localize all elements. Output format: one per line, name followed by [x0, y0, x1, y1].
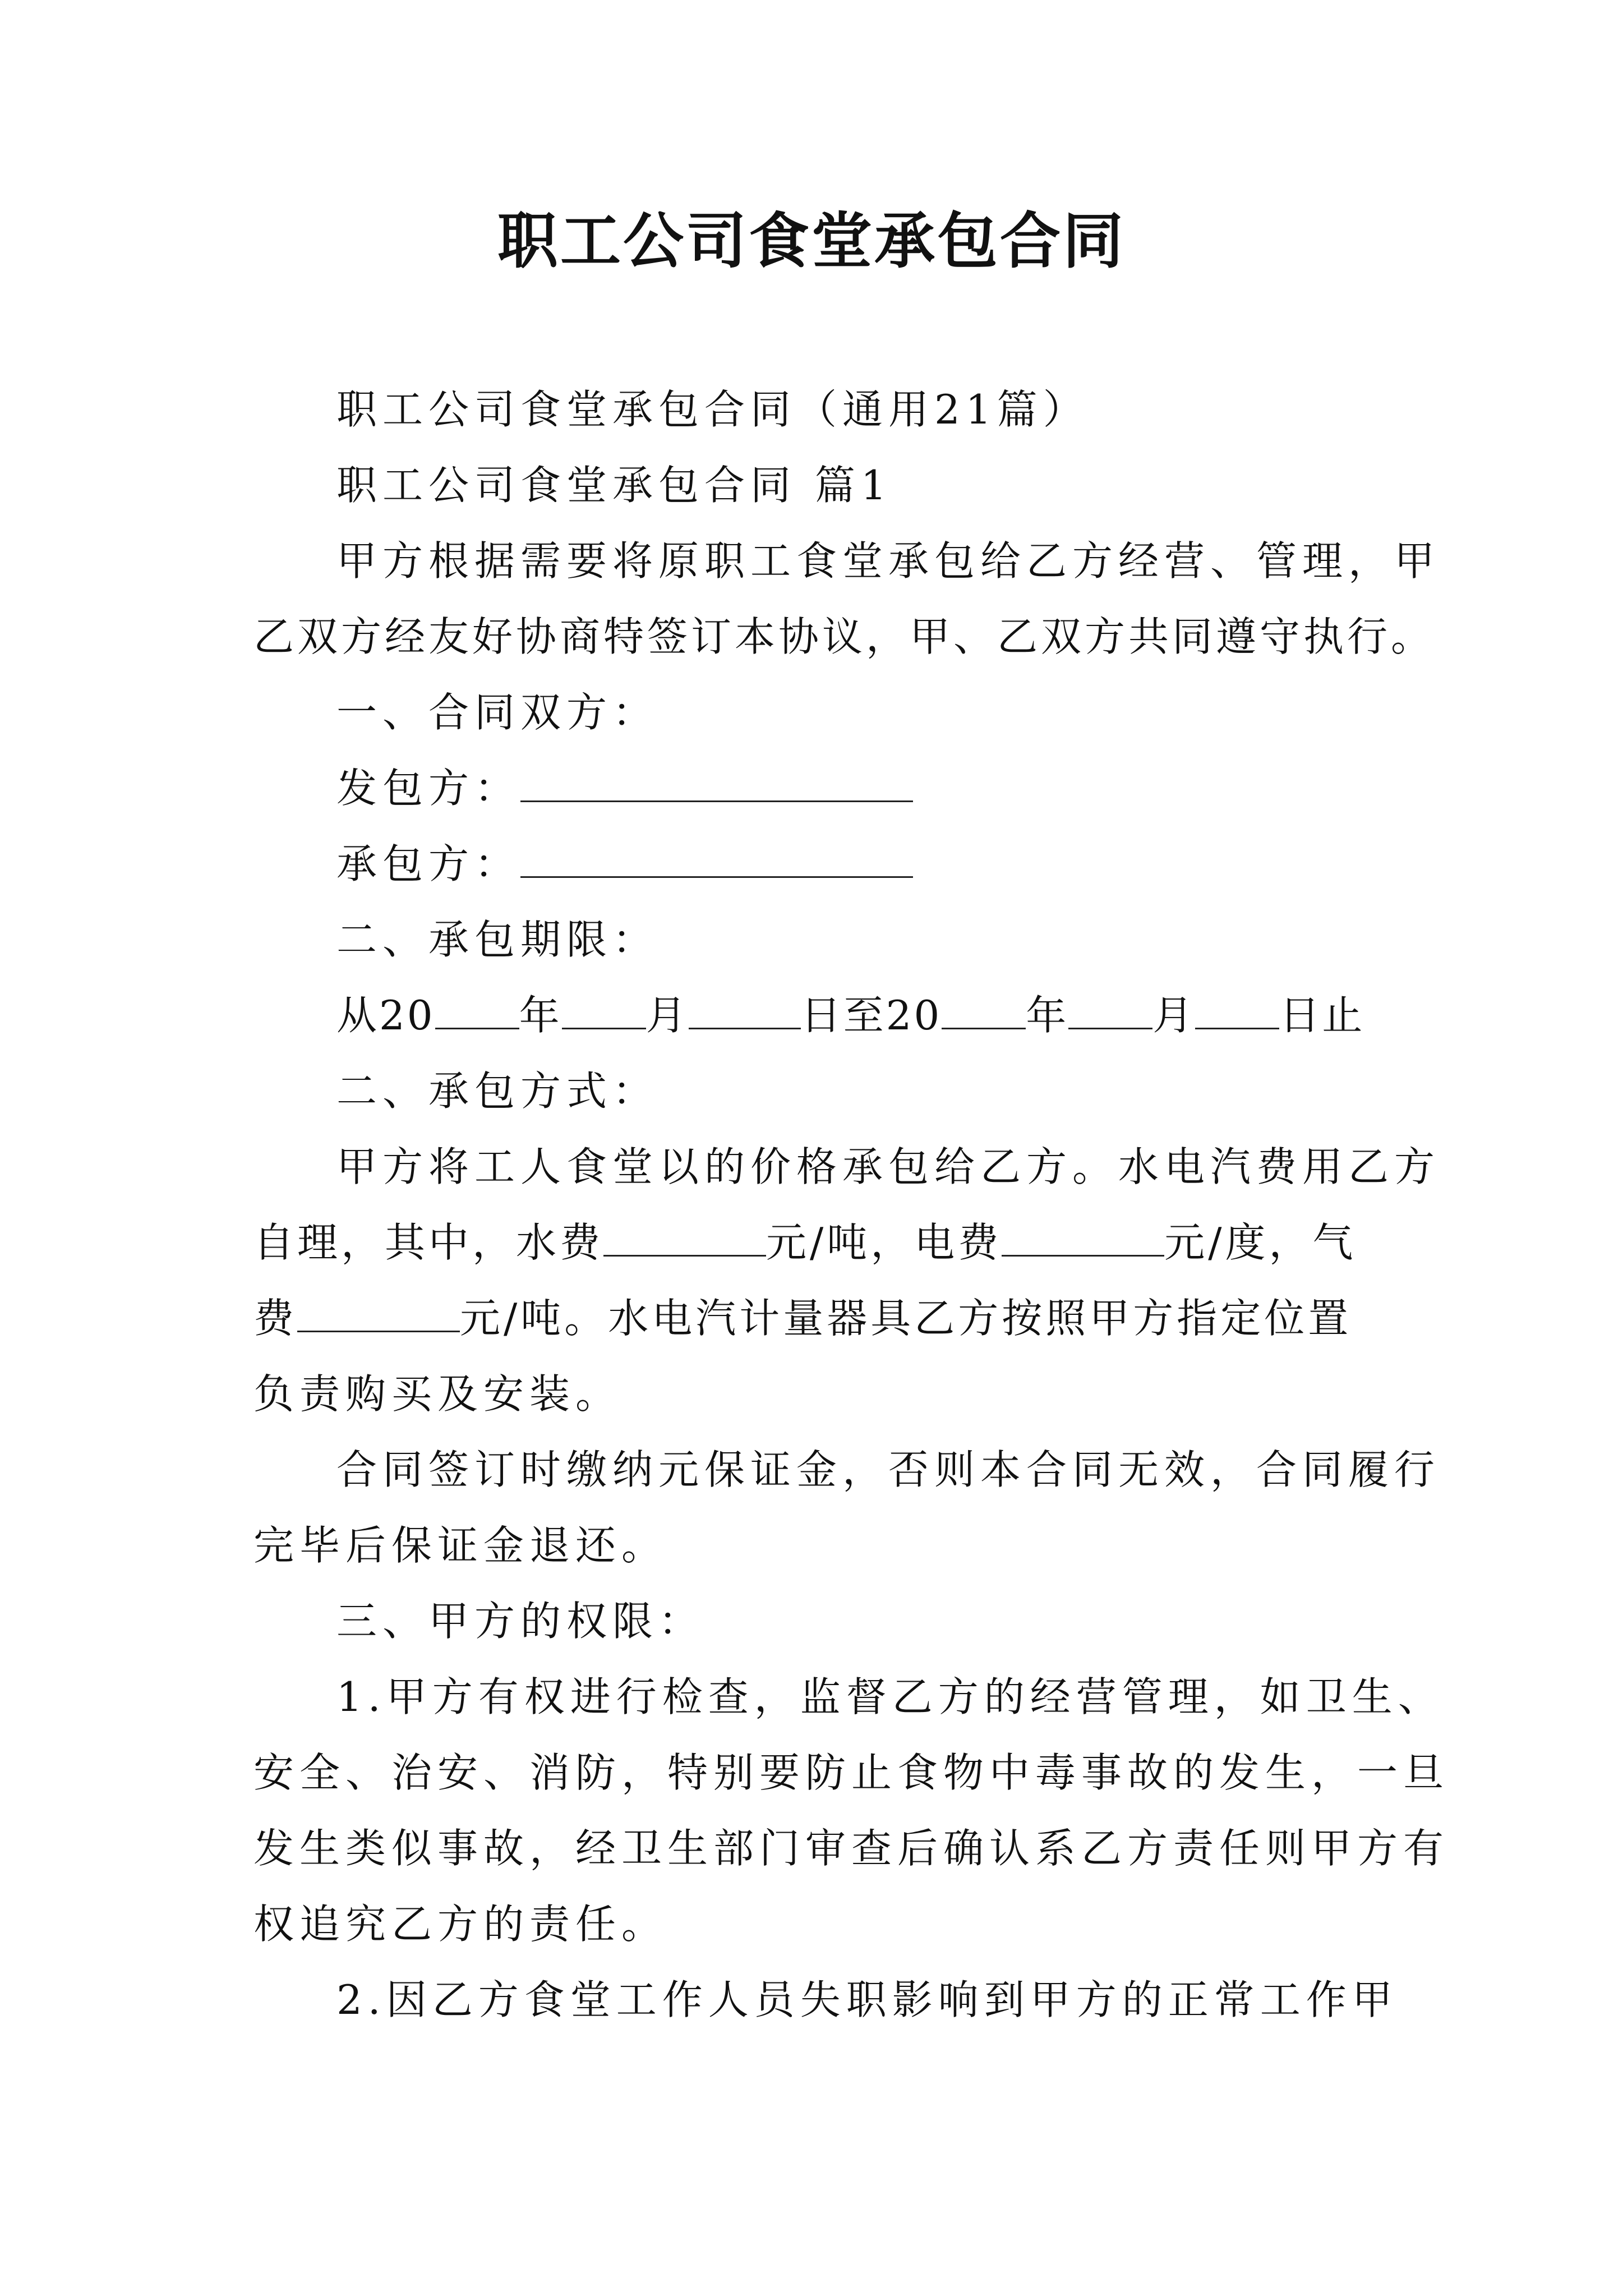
water-fee-blank	[603, 1221, 766, 1257]
article-heading: 职工公司食堂承包合同 篇1	[336, 462, 892, 509]
paragraph-line: 权追究乙方的责任。	[253, 1901, 668, 1948]
paragraph-line: 合同签订时缴纳元保证金，否则本合同无效，合同履行	[336, 1446, 1441, 1493]
section-heading: 二、承包期限：	[336, 916, 659, 963]
fee-text: 元/吨，电费	[766, 1219, 1002, 1266]
paragraph-line: 甲方将工人食堂以的价格承包给乙方。水电汽费用乙方	[336, 1143, 1441, 1190]
section-heading: 一、合同双方：	[336, 689, 659, 736]
section-heading: 二、承包方式：	[336, 1068, 659, 1115]
day-blank	[689, 994, 801, 1029]
month-blank	[1068, 994, 1152, 1029]
term-text: 年	[1026, 992, 1069, 1039]
paragraph-line: 1.甲方有权进行检查，监督乙方的经营管理，如卫生、	[336, 1673, 1444, 1720]
party-b-blank	[520, 843, 913, 878]
party-b-label: 承包方：	[336, 840, 521, 887]
party-b-line	[336, 836, 913, 892]
power-fee-blank	[1002, 1221, 1164, 1257]
gas-fee-blank	[297, 1297, 460, 1332]
term-line	[336, 987, 1364, 1043]
paragraph-line: 安全、治安、消防，特别要防止食物中毒事故的发生，一旦	[253, 1749, 1450, 1796]
paragraph-line	[253, 1214, 1357, 1271]
party-a-line	[336, 760, 913, 816]
day-blank	[1195, 994, 1279, 1029]
term-text: 从20	[336, 992, 435, 1039]
year-blank	[942, 994, 1026, 1029]
month-blank	[562, 994, 646, 1029]
paragraph-line: 乙双方经友好协商特签订本协议，甲、乙双方共同遵守执行。	[253, 613, 1435, 660]
paragraph-line: 甲方根据需要将原职工食堂承包给乙方经营、管理，甲	[336, 537, 1441, 585]
paragraph-line: 负责购买及安装。	[253, 1370, 622, 1418]
term-text: 日至20	[800, 992, 942, 1039]
paragraph-line: 发生类似事故，经卫生部门审查后确认系乙方责任则甲方有	[253, 1825, 1450, 1872]
year-blank	[435, 994, 519, 1029]
collection-heading: 职工公司食堂承包合同（通用21篇）	[336, 386, 1089, 433]
section-heading: 三、甲方的权限：	[336, 1598, 705, 1645]
term-text: 月	[1152, 992, 1196, 1039]
fee-text: 费	[253, 1295, 298, 1342]
fee-text: 自理，其中，水费	[253, 1219, 604, 1266]
party-a-blank	[520, 767, 913, 802]
fee-text: 元/吨。水电汽计量器具乙方按照甲方指定位置	[460, 1295, 1352, 1342]
paragraph-line: 完毕后保证金退还。	[253, 1522, 668, 1569]
paragraph-line: 2.因乙方食堂工作人员失职影响到甲方的正常工作甲	[336, 1976, 1398, 2023]
fee-text: 元/度，气	[1164, 1219, 1357, 1266]
party-a-label: 发包方：	[336, 765, 521, 812]
paragraph-line	[253, 1290, 1352, 1346]
term-text: 日止	[1279, 992, 1365, 1039]
term-text: 月	[645, 992, 689, 1039]
term-text: 年	[519, 992, 562, 1039]
document-title: 职工公司食堂承包合同	[497, 206, 1126, 277]
